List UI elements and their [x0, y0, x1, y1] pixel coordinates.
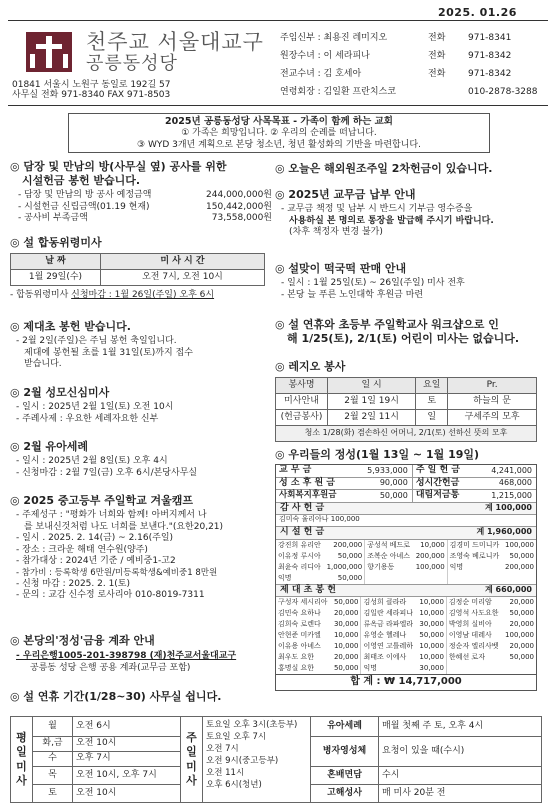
offering-row: 김희숙 로렌다 30,000 류옥금 라파엘라 30,000 박영희 실비아 20,000 [278, 620, 534, 629]
dues-notice: ◎ 2025년 교무금 납부 안내 - 교무금 책정 및 납부 시 반드시 기부금 영수증을 사용하실 본 명의로 통장을 발급해 주시기 바랍니다. (차후 책정자 변경 불가) [275, 188, 494, 238]
memorial-table: 날 짜 미 사 시 간 1월 29일(수) 오전 7시, 오전 10시 [10, 253, 265, 286]
construction-notice [10, 160, 272, 225]
parish-name: 공릉동성당 [86, 53, 178, 74]
left-column [10, 160, 272, 225]
offering-title: ◎ 우리들의 정성(1월 13일 ~ 1월 19일) [275, 448, 480, 461]
thanks-offering-header: 감 사 헌 금 계 100,000 [276, 503, 536, 516]
infant-baptism: ◎ 2월 유아세례 - 일시 : 2025년 2월 8일(토) 오후 4시 - 신청마감 : 2월 7일(금) 오후 6시/본당사무실 [10, 440, 198, 478]
offering-summary: 교 무 금 5,933,000 주 일 헌 금 4,241,000 성 소 후 원 금 90,000 성시간헌금 468,000 사회복지후원금 50,000 대림저금통 1,215,000 [276, 465, 536, 503]
amount-row: - 시설헌금 신립금액(01.19 현재) 150,442,000원 [18, 201, 272, 212]
legio-service: ◎ 레지오 봉사 봉사명 일 시 요일 Pr. 미사안내 2월 1일 19시 토 하늘의 문 (헌금봉사) 2월 2일 11시 일 구세주의 모후 청소 1/28(화) 겸손하신 어머니, 2/1(토) 선하신 뜻의 모후 [275, 360, 537, 442]
mass-schedule: 평 일 미 사 월 오전 6시 주 일 미 사 토요일 오후 3시(초등부) 토요일 오후 7시 오전 7시 오전 9시(중고등부) 오전 11시 오후 6시(청년) 유아세례 매월 첫째 주 토, 오후 4시 화,금 오전 10시 병자영성체 요청이 있을 때(수시) 수 오후 7시 목 오전 10시, 오후 7시 혼배면담 수시 토 오전 10시 고해성사 매 미사 20분 전 [10, 716, 542, 803]
staff-row: 원장수녀 : 이 세라피나 전화 971-8342 [280, 51, 512, 62]
ricecake-sale: ◎ 설맞이 떡국떡 판매 안내 - 일시 : 1월 25일(토) ~ 26일(주일) 미사 전후 - 본당 늘 푸른 노인대학 후원금 마련 [275, 262, 465, 300]
section-title: ◎ 담장 및 만남의 방(사무실 옆) 공사를 위한 [10, 160, 227, 173]
offering-row: 김민숙 요하나 20,000 김일란 세라피나 10,000 김영석 사도요한 50,000 [278, 609, 534, 618]
church-address: 01841 서울시 노원구 동일로 192길 57 [12, 80, 171, 90]
pastoral-goal-line: ③ WYD 3개년 계획으로 본당 청소년, 청년 활성화의 기반을 마련합니다. [137, 139, 421, 150]
altar-candle-list [276, 597, 536, 674]
offering-table [275, 464, 537, 691]
office-closed-notice: ◎ 설 연휴 기간(1/28~30) 사무실 쉽니다. [10, 690, 222, 703]
top-divider [8, 20, 548, 21]
offering-row: 최우도 요한 20,000 최태조 이에사 10,000 한혜선 로자 50,000 [278, 653, 534, 662]
offering-row: 안현준 미카엘 10,000 유영순 헬레나 50,000 이영남 데레사 100,000 [278, 631, 534, 640]
pastoral-goal-box [68, 113, 490, 153]
staff-row: 주임신부 : 최용진 레미지오 전화 971-8341 [280, 33, 512, 44]
church-logo-icon [26, 32, 72, 72]
amount-row: - 담장 및 만남의 방 공사 예정금액 244,000,000원 [18, 190, 272, 201]
bank-account: ◎ 본당의'정성'금융 계좌 안내 - 우리은행1005-201-398798 (재)천주교서울대교구 공릉동 성당 은행 공용 계좌(교무금 포함) [10, 634, 272, 674]
memorial-mass [10, 236, 272, 302]
altar-candle-header: 제 대 초 봉 헌 계 660,000 [276, 584, 536, 598]
offering-row: 강진희 유리안 200,000 공성석 베드로 10,000 김경미 드미니카 100,000 [278, 540, 534, 549]
facility-offering-header: 시 설 헌 금 계 1,960,000 [276, 527, 536, 540]
candle-notice: ◎ 제대초 봉헌 받습니다. - 2월 2일(주일)은 주님 봉헌 축일입니다. 제대에 봉헌될 초를 1월 31일(토)까지 접수 받습니다. [10, 320, 193, 370]
sunday-mass-label: 주 일 미 사 [181, 717, 203, 803]
offering-row: 이유용 아녜스 10,000 이영연 고틀레하 10,000 정순자 엘리사벳 20,000 [278, 642, 534, 651]
offering-row: 구성자 세시리아 50,000 김성희 클라라 10,000 김정순 미리암 20,000 [278, 598, 534, 607]
pastoral-goal-line: ① 가족은 희망입니다. ② 우리의 순례를 떠납니다. [181, 128, 377, 139]
marian-mass: ◎ 2월 성모신심미사 - 일시 : 2025년 2월 1일(토) 오전 10시 - 주례사제 : 우요한 세례자요한 신부 [10, 386, 174, 424]
legio-table: 봉사명 일 시 요일 Pr. 미사안내 2월 1일 19시 토 하늘의 문 (헌금봉사) 2월 2일 11시 일 구세주의 모후 청소 1/28(화) 겸손하신 어머니, 2/1(토) 선하신 뜻의 모후 [275, 377, 537, 442]
second-collection-notice: ◎ 오늘은 해외원조주일 2차헌금이 있습니다. [275, 162, 493, 175]
staff-row: 연령회장 : 김일환 프란치스코 010-2878-3288 [280, 87, 538, 98]
memorial-note: - 합동위령미사 신청마감 : 1월 26일(주일) 오후 6시 [10, 290, 215, 301]
offering-row: 익명 50,000 [276, 573, 536, 584]
church-name: 천주교 서울대교구 [86, 30, 264, 54]
winter-camp: ◎ 2025 중고등부 주일학교 겨울캠프 - 주제성구 : "평화가 너희와 함께! 아버지께서 나 를 보내신것처럼 나도 너희를 보낸다."(요한20,21) - 일시 . 2025. 2. 14(금) ~ 2.16(주일) - 장소 : 크라운 해태 연수원(양주) - 참가대상 : 2024년 기준 / 예비중1-고2 - 참가비 : 등록학생 6만원/미등록학생&예비중1 8만원 - 신청 마감 : 2025. 2. 1(토) - 문의 : 교감 신수정 로사리아 010-8019-7311 [10, 494, 224, 601]
offering-row: 최윤숙 리디아 1,000,000 향기용동 100,000 익명 200,000 [278, 562, 534, 571]
section-title: ◎ 설 합동위령미사 [10, 236, 102, 249]
sunday-mass-times: 토요일 오후 3시(초등부) 토요일 오후 7시 오전 7시 오전 9시(중고등부) 오전 11시 오후 6시(청년) [203, 717, 311, 803]
staff-row: 전교수녀 : 김 호세아 전화 971-8342 [280, 69, 512, 80]
offering-row: 이유정 루시아 50,000 조복순 아녜스 200,000 조영숙 베로니카 50,000 [278, 551, 534, 560]
children-mass-notice: ◎ 설 연휴와 초등부 주일학교사 워크샵으로 인 해 1/25(토), 2/1(토) 어린이 미사는 없습니다. [275, 318, 520, 346]
amount-row: - 공사비 부족금액 73,558,000원 [18, 213, 272, 224]
staff-list [280, 30, 542, 102]
offering-total: 합 계 : ₩ 14,717,000 [276, 674, 536, 690]
header-divider [8, 105, 548, 106]
account-number: - 우리은행1005-201-398798 (재)천주교서울대교구 [16, 651, 237, 662]
offering-row: 김미숙 율리아나 100,000 [276, 515, 536, 527]
pastoral-goal-title: 2025년 공릉동성당 사목목표 - 가족이 함께 하는 교회 [165, 116, 393, 127]
office-contact: 사무실 전화 971-8340 FAX 971-8503 [12, 90, 171, 100]
section-title: 시설헌금 봉헌 받습니다. [22, 174, 141, 188]
weekday-mass-label: 평 일 미 사 [11, 717, 33, 803]
offering-row: 홍명실 요한 50,000 익명 30,000 [276, 663, 536, 674]
facility-offering-list [276, 540, 536, 584]
bulletin-date: 2025. 01.26 [438, 6, 517, 19]
